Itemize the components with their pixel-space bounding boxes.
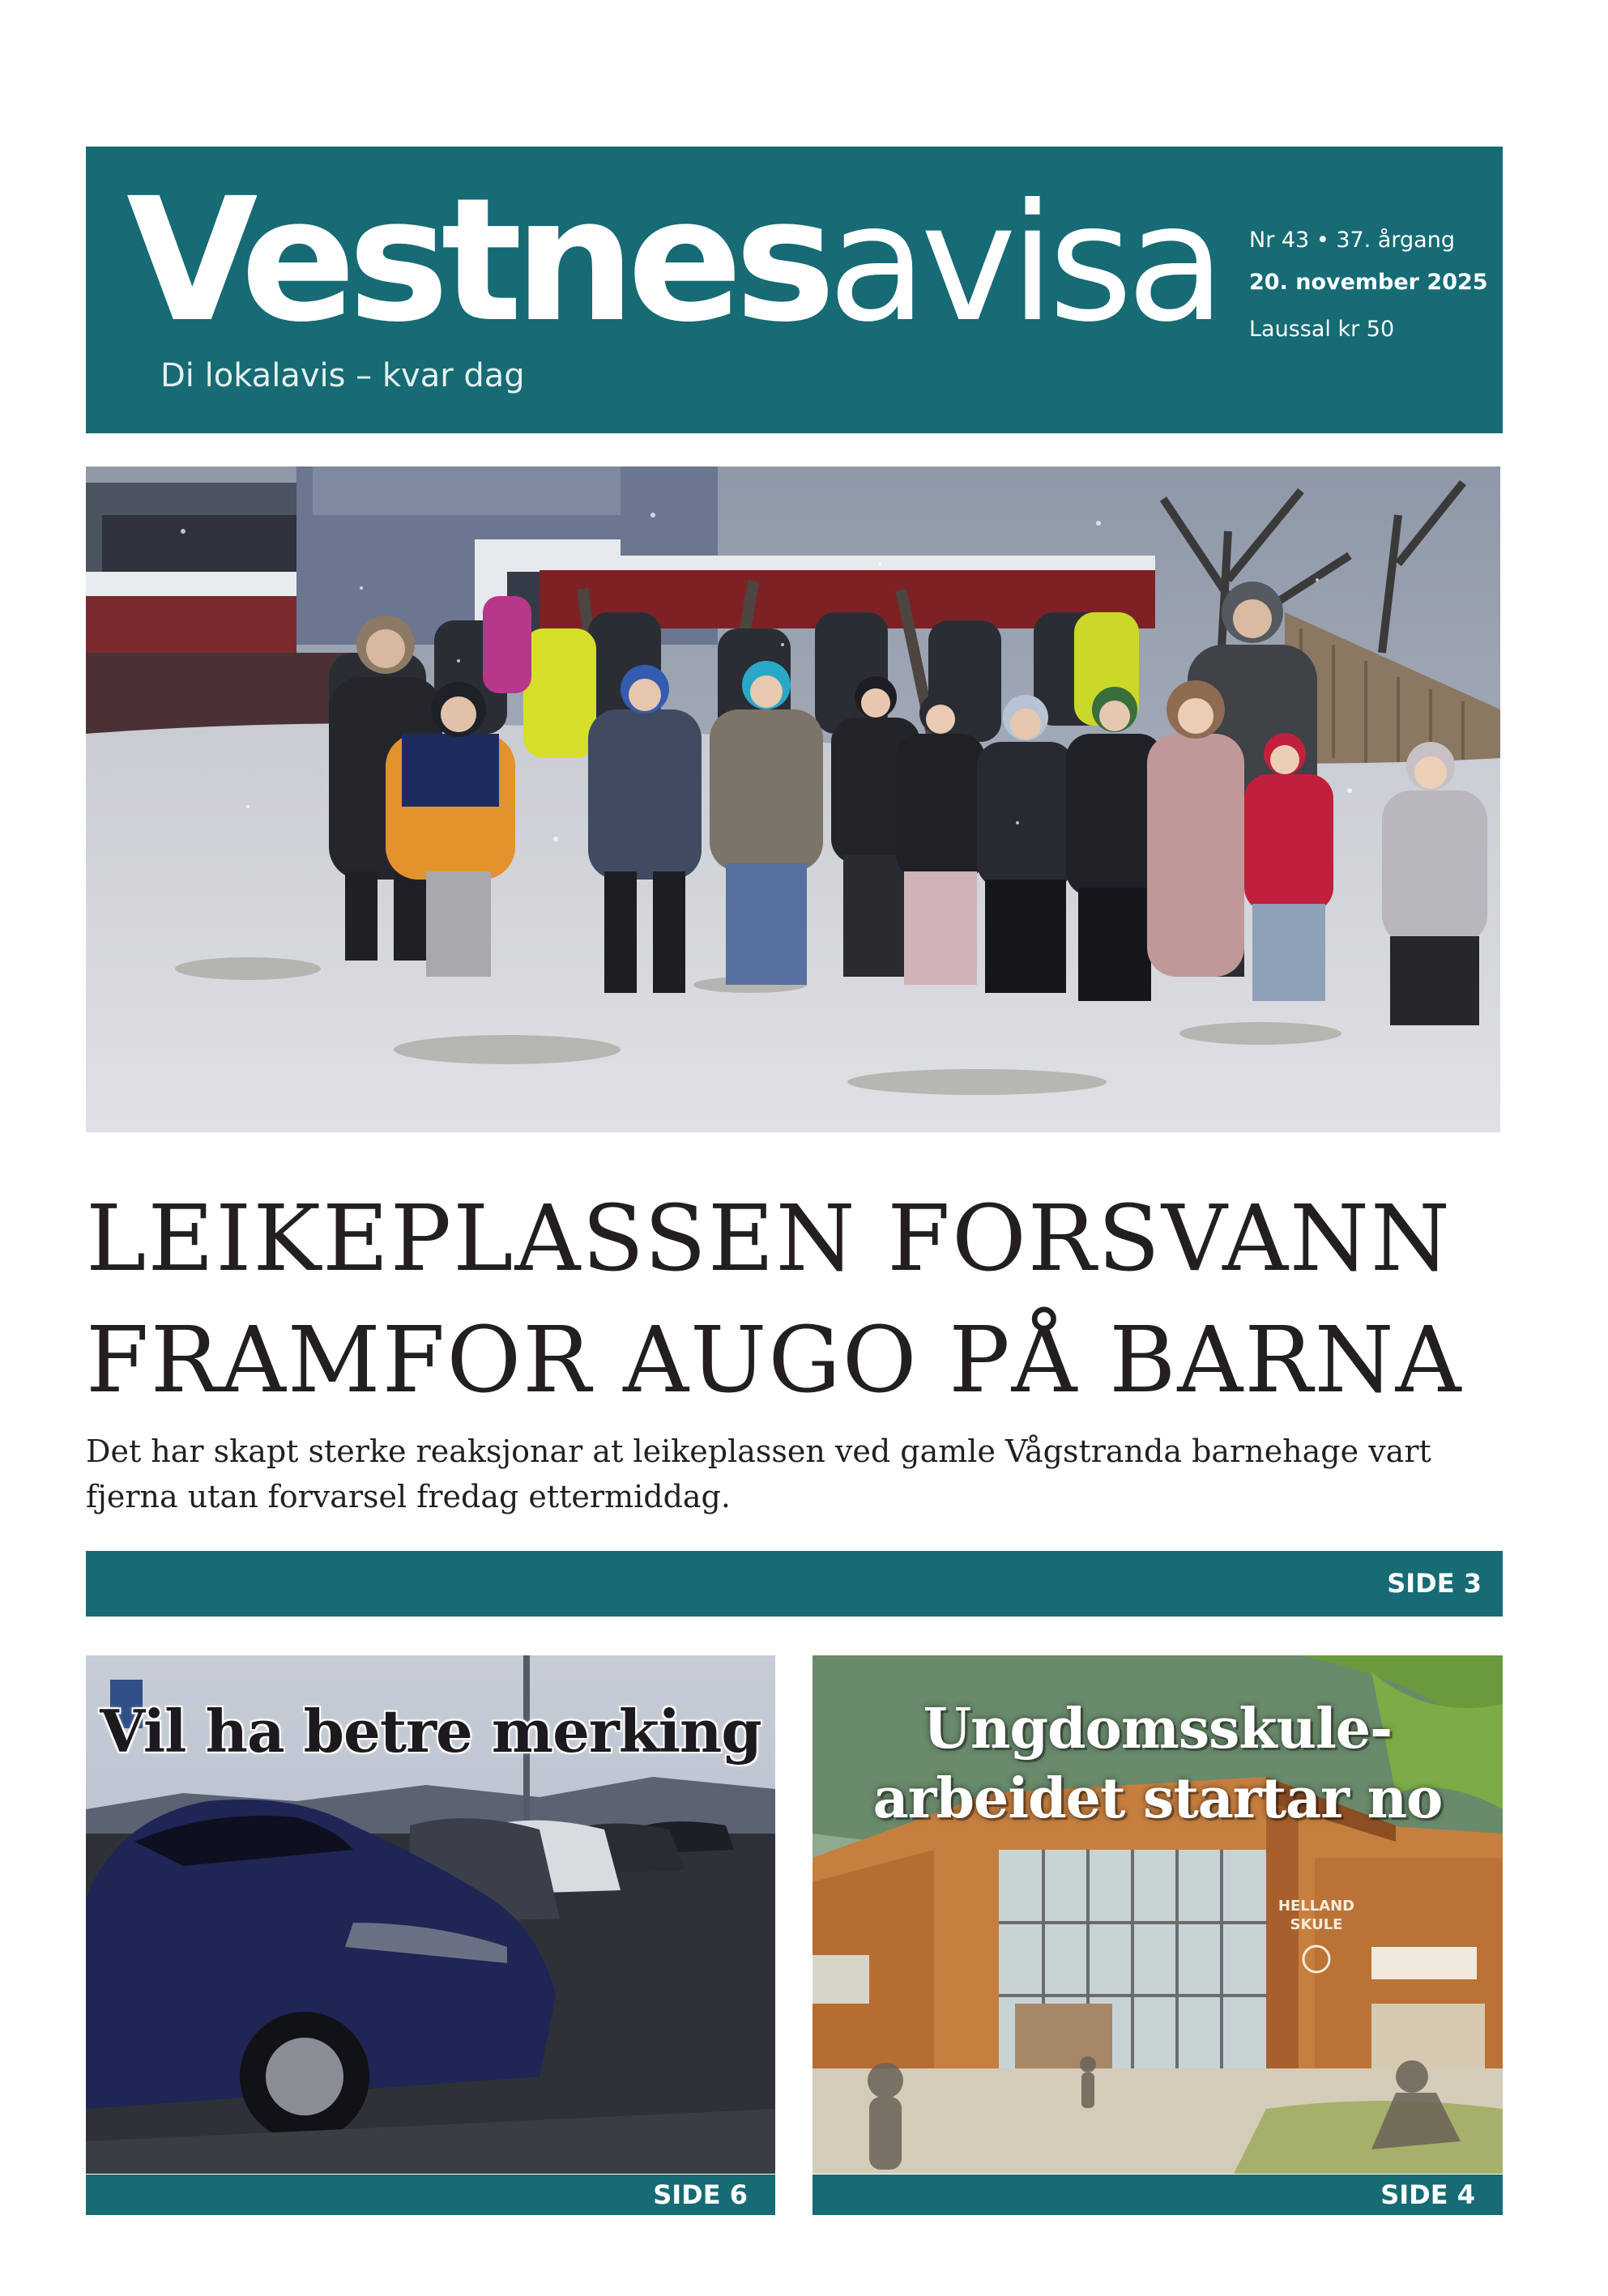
school-sign-line-1: HELLAND — [1277, 1898, 1355, 1915]
main-photo[interactable] — [86, 466, 1500, 1132]
headline-line-1: LEIKEPLASSEN FORSVANN — [86, 1186, 1452, 1292]
masthead — [86, 147, 1503, 433]
tagline: Di lokalavis – kvar dag — [160, 357, 525, 394]
lead-paragraph: Det har skapt sterke reaksjonar at leikeplassen ved gamle Vågstranda barnehage vart fjerna utan forvarsel fredag ettermiddag. — [86, 1433, 1431, 1514]
page-ref-label: SIDE 4 — [1380, 2179, 1475, 2210]
logo-bold: Vestnes — [126, 161, 828, 360]
page-ref-bar-side-6[interactable] — [86, 2175, 775, 2215]
issue-number: Nr 43 • 37. årgang — [1249, 228, 1455, 253]
page-ref-label: SIDE 6 — [653, 2179, 748, 2210]
issue-price: Laussal kr 50 — [1249, 317, 1395, 342]
headline-line-2: FRAMFOR AUGO PÅ BARNA — [86, 1308, 1463, 1413]
page-ref-bar-side-4[interactable] — [813, 2175, 1503, 2215]
playground-group-photo — [86, 466, 1500, 1132]
teaser-photo-school[interactable] — [813, 1655, 1503, 2174]
page-ref-label: SIDE 3 — [1387, 1568, 1482, 1599]
teaser-title-school-line-1: Ungdomsskule- — [923, 1697, 1393, 1761]
page-ref-bar-side-3[interactable] — [86, 1551, 1503, 1617]
teaser-title-school-line-2: arbeidet startar no — [872, 1766, 1443, 1831]
teaser-title-school — [813, 1694, 1503, 1834]
teaser-photo-parking[interactable] — [86, 1655, 775, 2174]
logo-light: avisa — [827, 169, 1220, 358]
issue-date: 20. november 2025 — [1249, 270, 1488, 295]
teaser-title-parking: Vil ha betre merking — [100, 1697, 761, 1766]
school-sign-line-2: SKULE — [1290, 1916, 1343, 1933]
lead-headline[interactable] — [86, 1178, 1512, 1421]
newspaper-logo[interactable] — [126, 161, 1220, 360]
